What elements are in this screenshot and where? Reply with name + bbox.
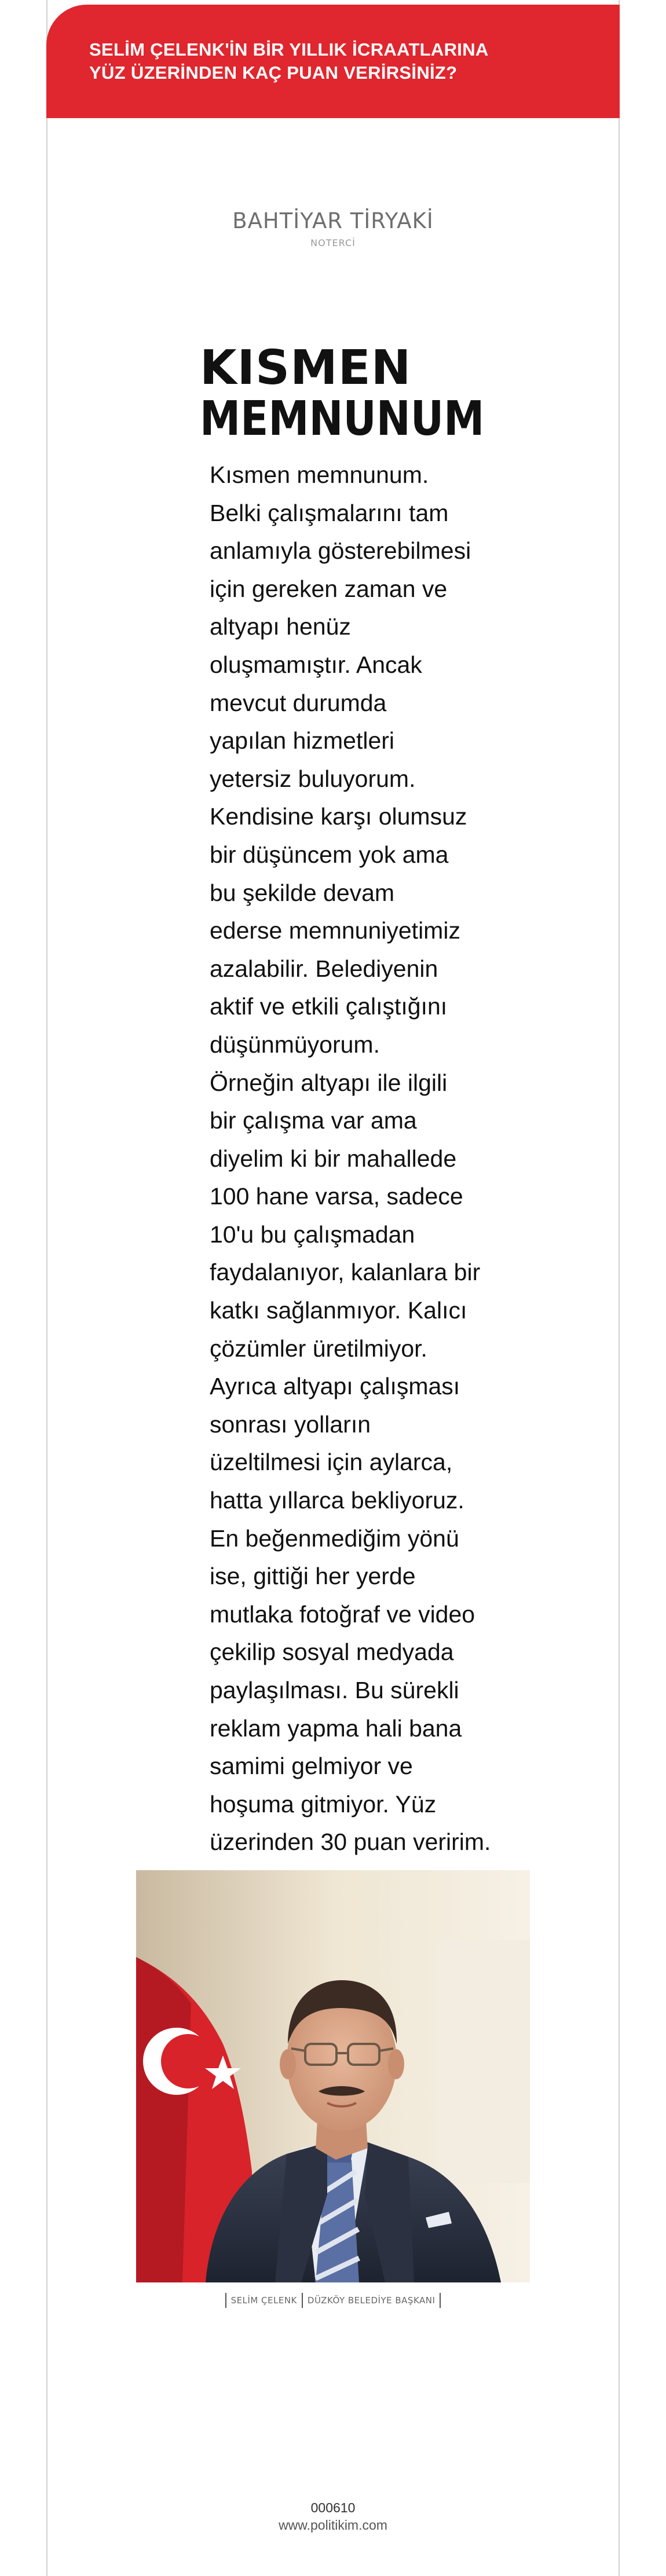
headline-line-1: KISMEN xyxy=(200,340,412,395)
question-banner xyxy=(46,5,620,118)
footer-website-link[interactable]: www.politikim.com xyxy=(279,2518,387,2533)
footer-code: 000610 xyxy=(310,2500,356,2515)
caption-title: DÜZKÖY BELEDİYE BAŞKANI xyxy=(307,2295,436,2306)
author-role: NOTERCİ xyxy=(310,237,356,248)
caption-divider xyxy=(440,2293,441,2308)
banner-line-1: SELİM ÇELENK'İN BİR YILLIK İCRAATLARINA xyxy=(89,39,489,60)
caption-divider xyxy=(302,2293,303,2308)
headline-line-2: MEMNUNUM xyxy=(200,391,485,446)
banner-line-2: YÜZ ÜZERİNDEN KAÇ PUAN VERİRSİNİZ? xyxy=(89,63,458,83)
caption-name: SELİM ÇELENK xyxy=(230,2295,297,2306)
article-body: Kısmen memnunum. Belki çalışmalarını tam anlamıyla gösterebilmesi için gereken zaman ve altyapı henüz oluşmamıştır. Ancak mevcut durumda yapılan hizmetleri yetersiz buluyorum. Kendisine karşı olumsuz bir düşüncem yok ama bu şekilde devam ederse memnuniyetimiz azalabilir. Belediyenin aktif ve etkili çalıştığını düşünmüyorum. Örneğin altyapı ile ilgili bir çalışma var ama diyelim ki bir mahallede 100 hane varsa, sadece 10'u bu çalışmadan faydalanıyor, kalanlara bir katkı sağlanmıyor. Kalıcı çözümler üretilmiyor. Ayrıca altyapı çalışması sonrası yolların üzeltilmesi için aylarca, hatta yıllarca bekliyoruz. En beğenmediğim yönü ise, gittiği her yerde mutlaka fotoğraf ve video çekilip sosyal medyada paylaşılması. Bu sürekli reklam yapma hali bana samimi gelmiyor ve hoşuma gitmiyor. Yüz üzerinden 30 puan veririm. xyxy=(210,461,491,1856)
caption-divider xyxy=(225,2293,226,2308)
photo-caption xyxy=(46,2293,620,2308)
footer xyxy=(46,2499,620,2534)
portrait-photo xyxy=(136,1870,530,2282)
author-name: BAHTİYAR TİRYAKİ xyxy=(232,208,434,233)
author-block xyxy=(46,208,620,248)
headline xyxy=(200,340,524,446)
portrait-illustration xyxy=(136,1870,530,2282)
